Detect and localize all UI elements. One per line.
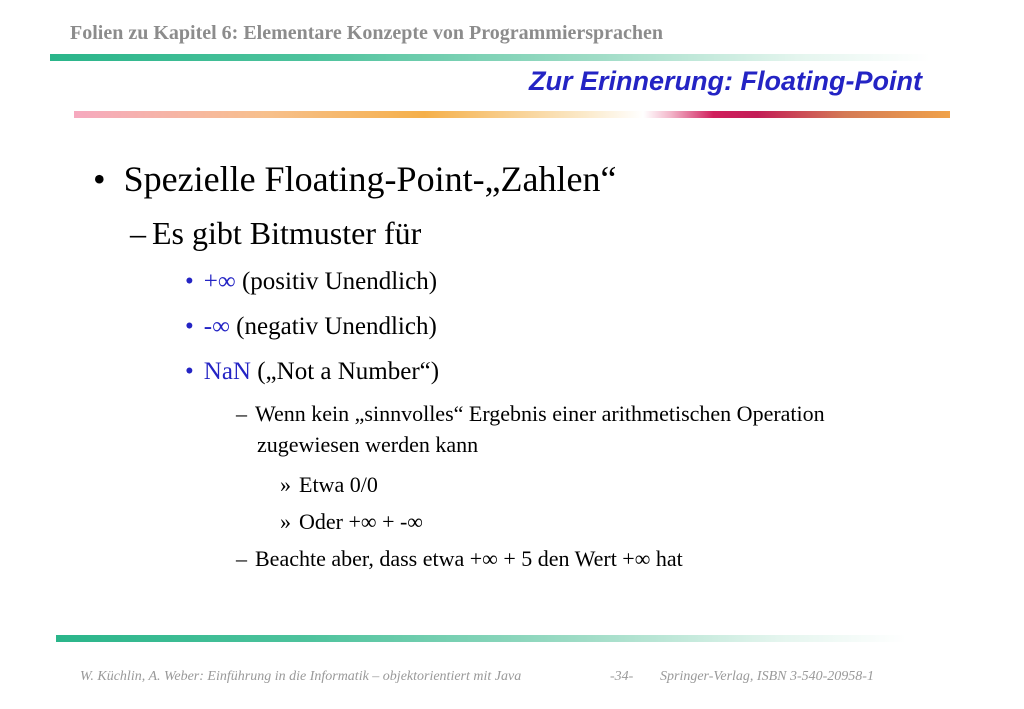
course-title: Folien zu Kapitel 6: Elementare Konzepte von Programmiersprachen <box>70 22 664 44</box>
example-text: Etwa 0/0 <box>299 472 378 497</box>
footer-page-number: -34- <box>610 669 634 684</box>
item-text: (negativ Unendlich) <box>229 313 437 340</box>
detail-text: Wenn kein „sinnvolles“ Ergebnis einer arithmetischen Operation <box>255 401 825 426</box>
nan-detail-line1 <box>236 401 825 427</box>
note-text: Beachte aber, dass etwa +∞ + 5 den Wert +∞ hat <box>255 546 683 571</box>
list-item-neg-infinity <box>185 313 437 341</box>
example-marker: » <box>280 472 291 497</box>
example-item <box>280 509 423 535</box>
bullet-text: Spezielle Floating-Point-„Zahlen“ <box>123 159 617 199</box>
bullet-level1 <box>93 158 616 200</box>
bullet-marker: • <box>93 159 106 199</box>
highlight-symbol: NaN <box>203 358 251 385</box>
slide-title: Zur Erinnerung: Floating-Point <box>529 66 922 96</box>
footer-publisher: Springer-Verlag, ISBN 3-540-20958-1 <box>660 669 874 684</box>
item-text: (positiv Unendlich) <box>235 268 438 295</box>
example-marker: » <box>280 509 291 534</box>
dash-marker: – <box>236 401 247 426</box>
bullet-text: Es gibt Bitmuster für <box>152 215 422 251</box>
nan-detail-line2: zugewiesen werden kann <box>257 432 479 457</box>
note-line <box>236 546 683 572</box>
list-item-pos-infinity <box>185 268 437 296</box>
dash-marker: – <box>236 546 247 571</box>
bullet-marker: • <box>185 268 194 295</box>
highlight-symbol: +∞ <box>203 268 236 295</box>
footer-divider-bar <box>56 635 906 642</box>
bullet-marker: • <box>185 358 194 385</box>
highlight-symbol: -∞ <box>203 313 230 340</box>
bullet-level2 <box>130 215 421 252</box>
bullet-marker: • <box>185 313 194 340</box>
example-item <box>280 472 378 498</box>
footer-citation: W. Küchlin, A. Weber: Einführung in die Informatik – objektorientiert mit Java <box>80 669 522 684</box>
item-text: („Not a Number“) <box>250 358 440 385</box>
list-item-nan <box>185 358 439 386</box>
title-divider-bar <box>74 111 950 118</box>
header-divider-bar <box>50 54 930 61</box>
example-text: Oder +∞ + -∞ <box>299 509 423 534</box>
dash-marker: – <box>130 215 146 251</box>
